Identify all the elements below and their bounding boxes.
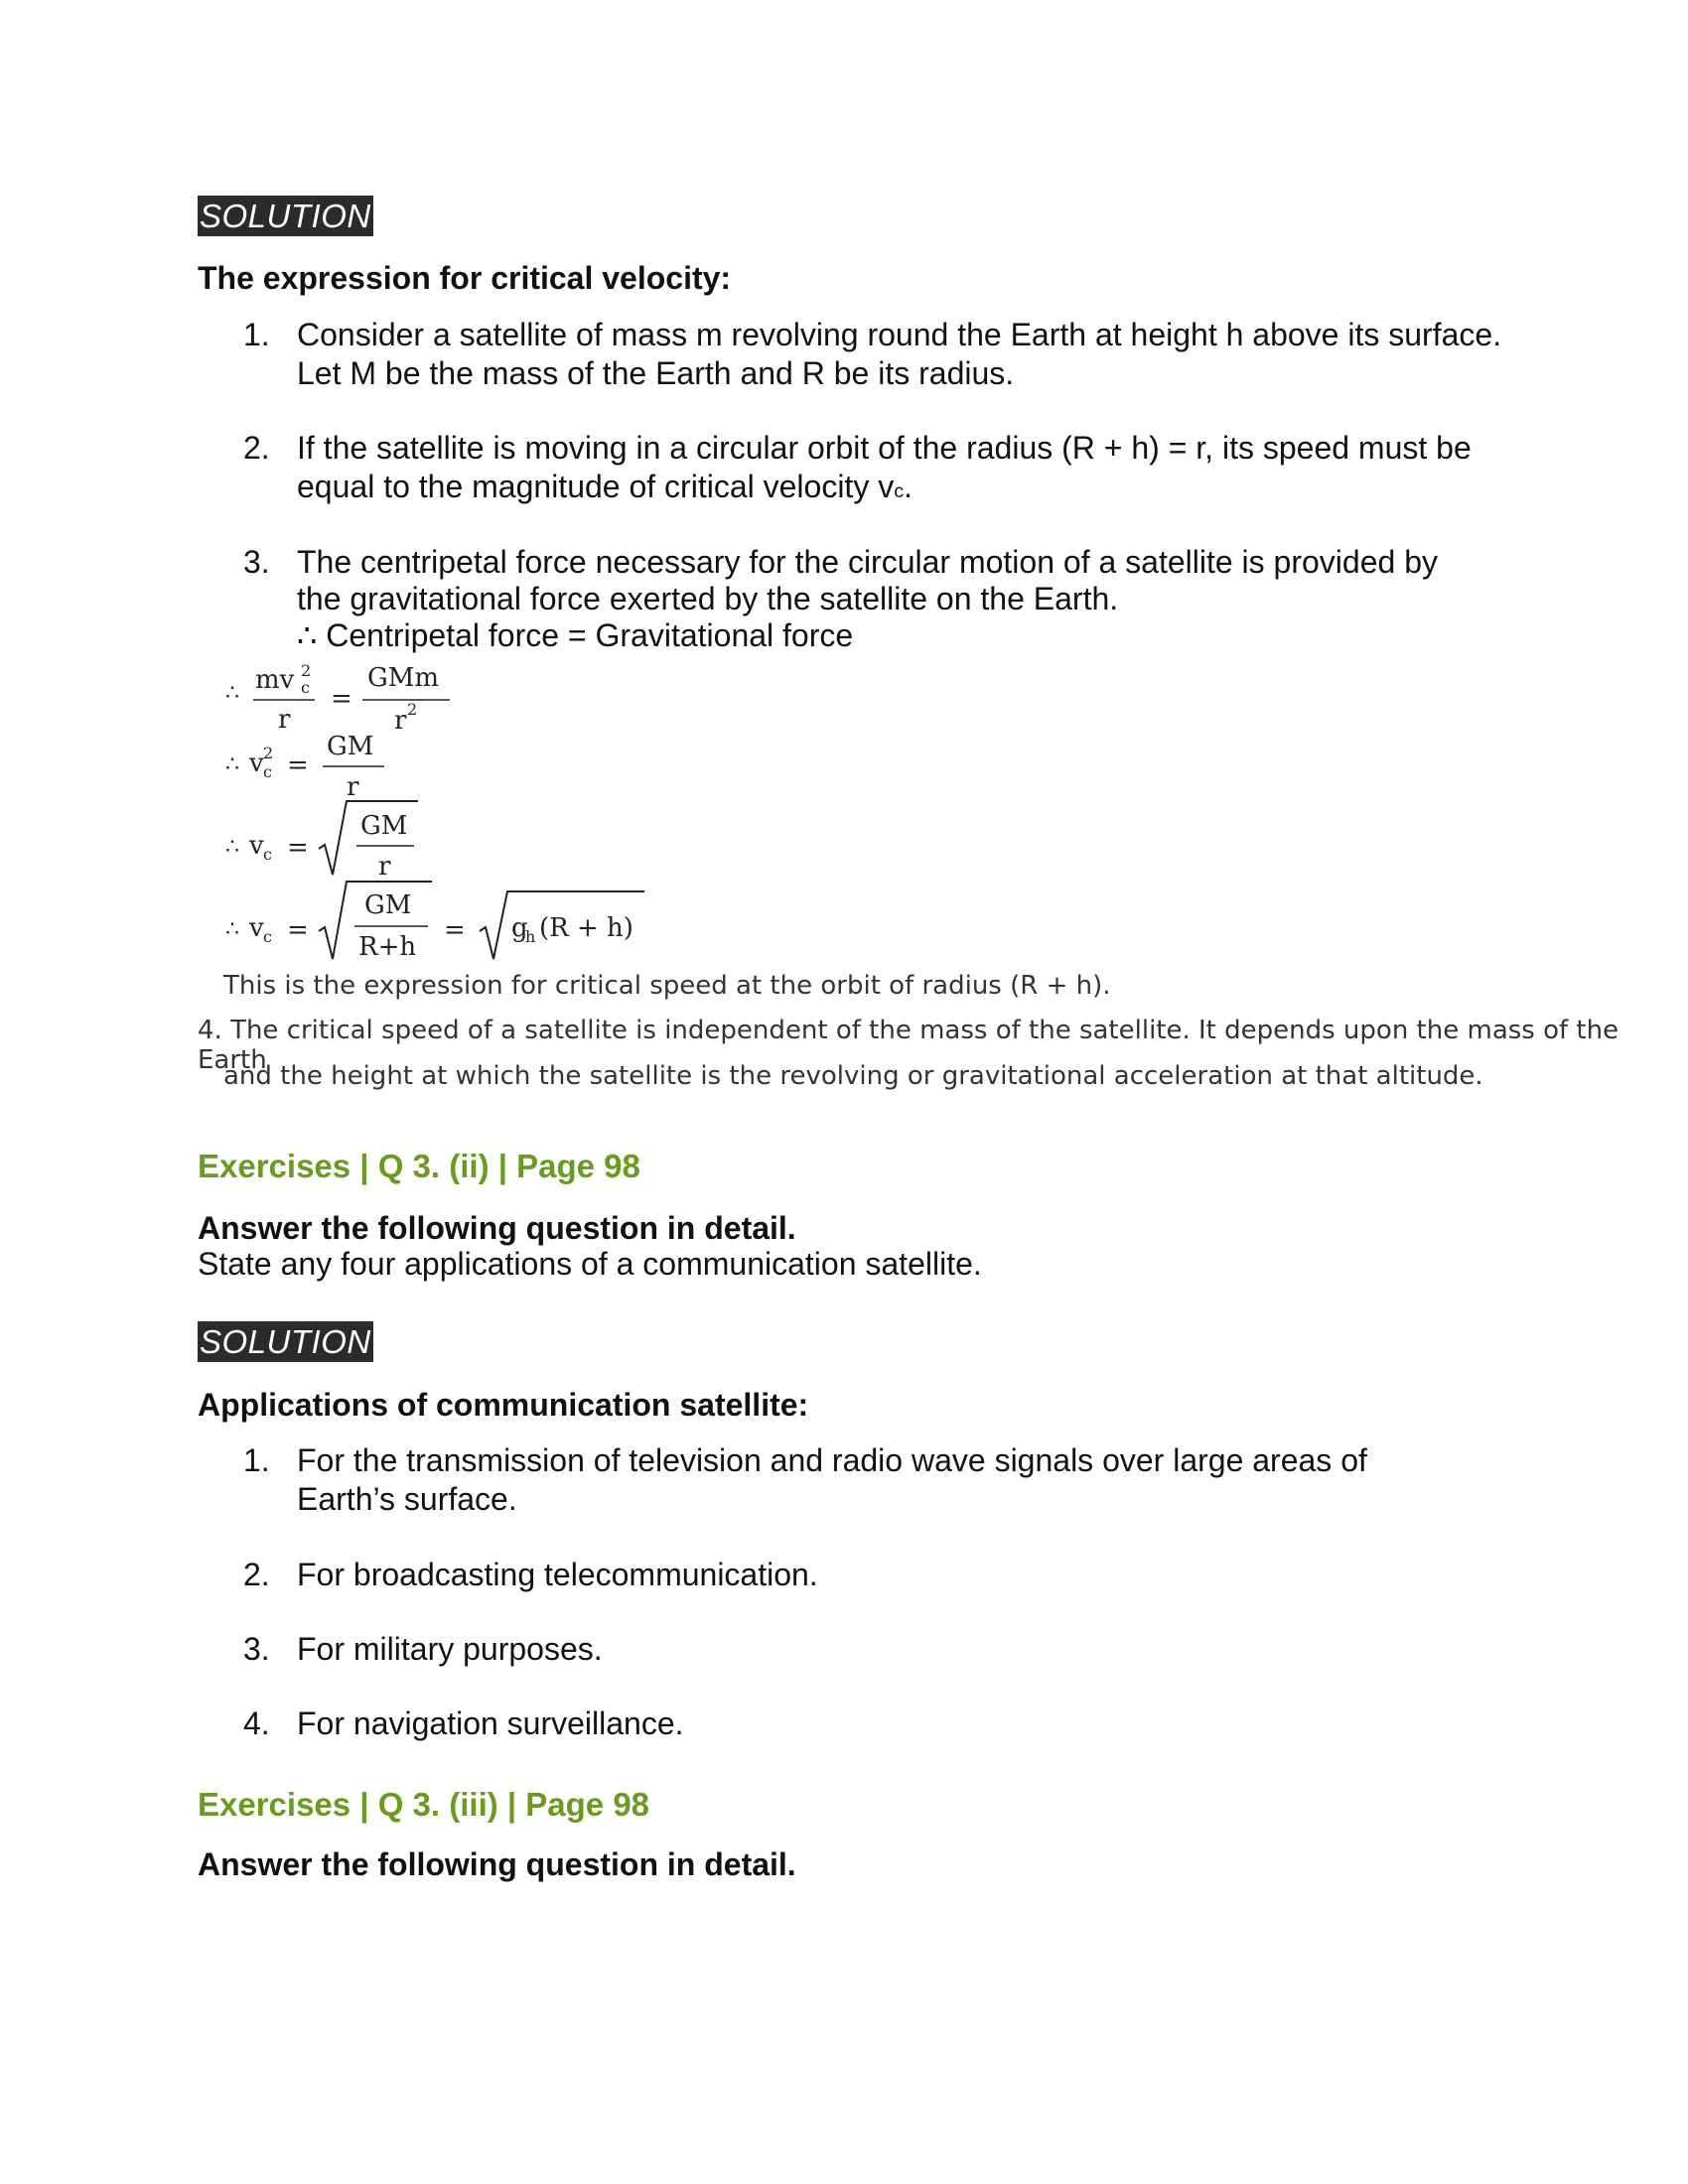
question-text: State any four applications of a communication satellite.: [198, 1246, 982, 1282]
list-text: For broadcasting telecommunication.: [297, 1557, 818, 1592]
list-number: 1.: [243, 317, 270, 352]
equals-sign: =: [287, 833, 309, 863]
exercise-title-q3-ii: Exercises | Q 3. (ii) | Page 98: [198, 1148, 640, 1184]
question-instruction: Answer the following question in detail.: [198, 1846, 796, 1882]
list-text-line: Earth’s surface.: [297, 1481, 517, 1517]
eq1-rhs-denominator: r: [394, 706, 407, 736]
equals-sign: =: [444, 915, 466, 945]
list-text-line: For the transmission of television and radio wave signals over large areas of: [297, 1442, 1367, 1478]
eq3-denominator: r: [378, 852, 391, 882]
list-text: For military purposes.: [297, 1631, 603, 1667]
eq1-lhs-sub: c: [301, 678, 310, 697]
list-text-line: the gravitational force exerted by the satellite on the Earth.: [297, 581, 1119, 616]
eq3-lhs-sub: c: [263, 845, 272, 864]
equals-sign: =: [287, 915, 309, 945]
list-number: 3.: [243, 544, 270, 580]
point4-line1: 4. The critical speed of a satellite is independent of the mass of the satellite. It depends upon the mass of the Earth: [198, 1016, 1619, 1075]
list-text: Consider a satellite of mass m revolving round the Earth at height h above its surface. Let M be the mass of the Earth and R be its radius.: [297, 317, 1502, 391]
eq2-denominator: r: [347, 772, 359, 802]
list-text-end: .: [904, 469, 914, 504]
eq2-numerator: GM: [327, 732, 374, 761]
therefore-symbol: ∴: [225, 681, 239, 706]
eq4-g: g: [511, 913, 528, 943]
eq1-lhs-numerator: mv: [255, 665, 295, 695]
equals-sign: =: [331, 684, 352, 714]
eq4-lhs: v: [249, 913, 264, 943]
list-number: 1.: [243, 1442, 270, 1478]
eq2-lhs-sub: c: [263, 762, 272, 781]
list-number: 2.: [243, 430, 270, 466]
exercise-title-q3-iii: Exercises | Q 3. (iii) | Page 98: [198, 1786, 650, 1823]
list-text: [297, 543, 1528, 655]
section-heading-applications: Applications of communication satellite:: [198, 1387, 809, 1423]
list-text-line: ∴ Centripetal force = Gravitational force: [297, 617, 854, 653]
therefore-symbol: ∴: [225, 835, 239, 860]
therefore-symbol: ∴: [225, 752, 239, 777]
eq2-lhs: v: [249, 749, 264, 778]
solution-badge: SOLUTION: [200, 1323, 371, 1360]
list-text-main: If the satellite is moving in a circular orbit of the radius (R + h) = r, its speed must be equal to the magnitude of critical velocity v: [297, 430, 1472, 504]
list-text-line: The centripetal force necessary for the circular motion of a satellite is provided by: [297, 544, 1438, 580]
eq1-lhs-denominator: r: [278, 705, 291, 735]
critical-velocity-equations: [223, 650, 680, 968]
eq4-denominator: R+h: [358, 932, 417, 962]
section-heading-critical-velocity: The expression for critical velocity:: [198, 260, 732, 296]
eq4-g-sub: h: [525, 927, 536, 946]
eq1-lhs-sup: 2: [301, 661, 312, 680]
eq1-rhs-numerator: GMm: [367, 663, 440, 693]
eq4-numerator: GM: [364, 890, 412, 920]
eq4-lhs-sub: c: [263, 927, 272, 946]
list-text: [297, 1441, 1528, 1519]
list-number: 2.: [243, 1557, 270, 1592]
question-instruction: Answer the following question in detail.: [198, 1210, 796, 1246]
eq4-rest: (R + h): [539, 913, 633, 943]
subscript: c: [894, 480, 905, 502]
list-number: 4.: [243, 1706, 270, 1741]
solution-badge: SOLUTION: [200, 198, 371, 234]
eq3-lhs: v: [249, 831, 264, 861]
point4-line2: and the height at which the satellite is the revolving or gravitational acceleration at that altitude.: [223, 1061, 1483, 1091]
list-text: For navigation surveillance.: [297, 1706, 684, 1741]
therefore-symbol: ∴: [225, 917, 239, 942]
list-text: [297, 429, 1528, 511]
expression-note: This is the expression for critical speed at the orbit of radius (R + h).: [223, 971, 1111, 1001]
eq1-rhs-sup: 2: [407, 700, 418, 719]
eq3-numerator: GM: [360, 811, 408, 841]
eq2-lhs-sup: 2: [263, 744, 274, 762]
list-number: 3.: [243, 1631, 270, 1667]
equals-sign: =: [287, 751, 309, 780]
